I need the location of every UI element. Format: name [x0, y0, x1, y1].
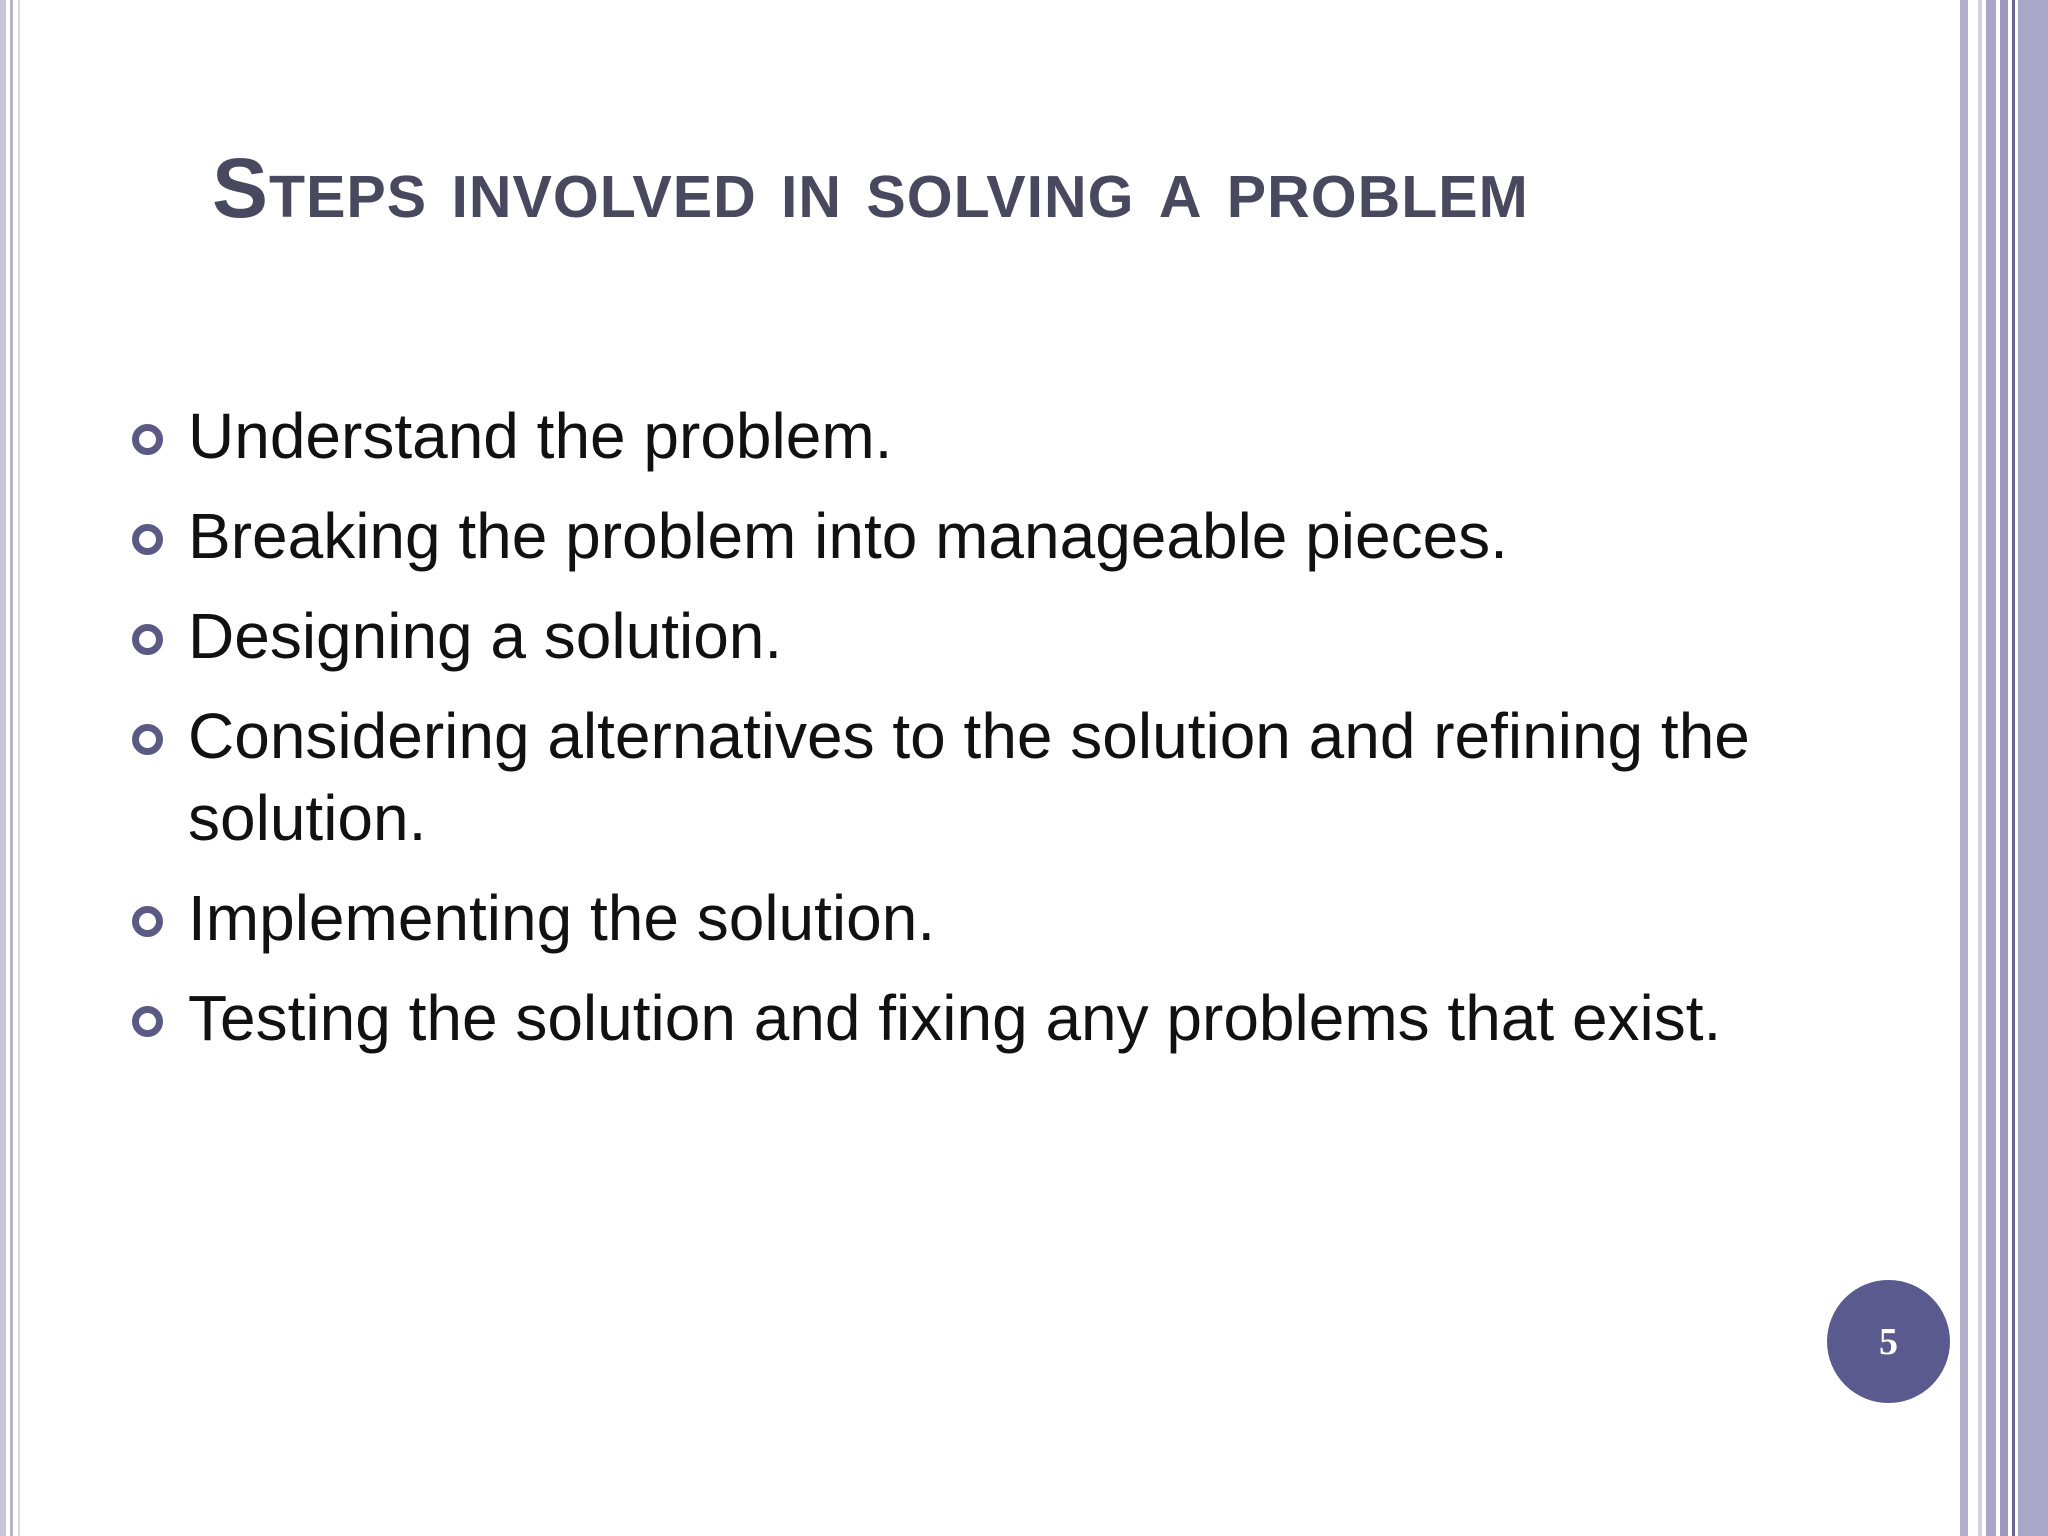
bullet-item	[128, 395, 1768, 477]
slide-title: Steps involved in solving a problem	[212, 141, 1529, 235]
ring-bullet-icon	[132, 724, 163, 755]
slide-right-border-line	[1960, 0, 1968, 1536]
bullet-text: Testing the solution and fixing any problems that exist.	[188, 982, 1722, 1054]
page-number-badge	[1827, 1280, 1950, 1403]
bullet-text: Understand the problem.	[188, 400, 893, 472]
page-number: 5	[1879, 1320, 1898, 1363]
slide-right-border-line	[2018, 0, 2048, 1536]
bullet-item	[128, 877, 1768, 959]
bullet-text: Considering alternatives to the solution and refining the solution.	[188, 700, 1750, 854]
bullet-list	[128, 395, 1768, 1077]
bullet-text: Implementing the solution.	[188, 882, 936, 954]
slide-right-border-line	[2012, 0, 2015, 1536]
slide-right-border-line	[1986, 0, 1996, 1536]
bullet-text: Designing a solution.	[188, 600, 783, 672]
slide-right-border-line	[1978, 0, 1982, 1536]
slide-left-border	[0, 0, 6, 1536]
ring-bullet-icon	[132, 424, 163, 455]
ring-bullet-icon	[132, 906, 163, 937]
ring-bullet-icon	[132, 1006, 163, 1037]
bullet-text: Breaking the problem into manageable pieces.	[188, 500, 1508, 572]
slide-left-border-light	[18, 0, 20, 1536]
slide-right-border-line	[2000, 0, 2008, 1536]
bullet-item	[128, 495, 1768, 577]
bullet-item	[128, 695, 1768, 859]
slide-left-border-inner	[10, 0, 13, 1536]
bullet-item	[128, 595, 1768, 677]
ring-bullet-icon	[132, 624, 163, 655]
bullet-item	[128, 977, 1768, 1059]
ring-bullet-icon	[132, 524, 163, 555]
